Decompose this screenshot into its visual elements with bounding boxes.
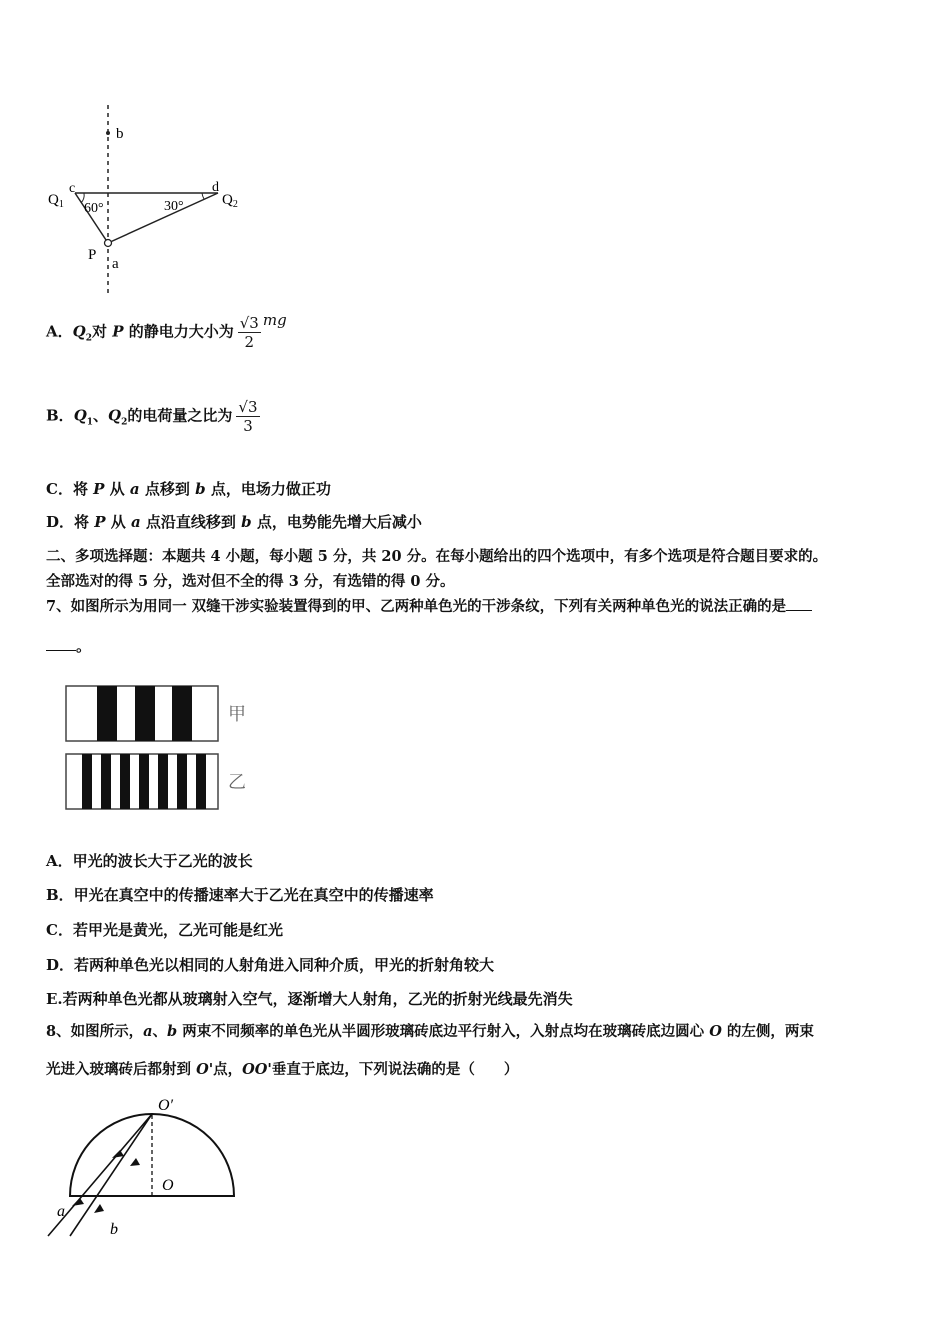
q6-option-a	[46, 310, 287, 351]
label-d: d	[212, 180, 219, 195]
fraction-sqrt3-over-3: $\frac{√3}{3}$	[238, 398, 258, 435]
fringe-yi-1	[82, 754, 92, 809]
label-angle-60: 60°	[84, 201, 104, 216]
fringe-yi-6	[177, 754, 187, 809]
svg-text:Q1	[48, 192, 64, 210]
fringe-yi-2	[101, 754, 111, 809]
ray-b	[70, 1114, 152, 1236]
var-a: a	[129, 480, 140, 498]
label-Q1: Q	[48, 192, 59, 208]
arrow-a-inside	[112, 1150, 124, 1158]
interference-fringes-figure	[60, 680, 260, 815]
semicircle-glass-figure	[40, 1092, 250, 1242]
q7-stem-cont	[46, 636, 91, 656]
label-c: c	[69, 181, 76, 196]
fringe-yi-7	[196, 754, 206, 809]
label-b: b	[116, 126, 124, 142]
angle-arc-30	[202, 193, 204, 199]
var-Q1: Q	[73, 406, 87, 425]
var-b: b	[167, 1023, 178, 1040]
q6-option-b	[46, 398, 260, 435]
answer-blank-cont	[46, 650, 76, 651]
sub-2: 2	[121, 417, 128, 428]
q8-stem-line1	[46, 1022, 814, 1042]
fringe-yi-4	[139, 754, 149, 809]
label-a: a	[112, 256, 119, 272]
label-O-prime: O′	[158, 1097, 174, 1114]
q7-option-c: C．若甲光是黄光，乙光可能是红光	[46, 921, 283, 939]
var-b: b	[195, 480, 206, 498]
var-P: P	[94, 513, 106, 531]
q6-option-d	[46, 512, 422, 532]
arrow-b-inside	[130, 1158, 140, 1166]
option-d-mid1: 从	[105, 513, 131, 531]
point-b	[106, 131, 110, 135]
arrow-b-outside	[94, 1204, 104, 1213]
option-a-text2: 的静电力大小为	[123, 322, 234, 341]
option-c-prefix: C．将	[46, 480, 94, 498]
var-Q: Q	[72, 322, 86, 341]
fringe-yi-5	[158, 754, 168, 809]
option-c-tail: 点，电场力做正功	[205, 480, 331, 498]
option-d-mid2: 点沿直线移到	[140, 513, 242, 531]
fringe-jia-3	[172, 686, 192, 741]
option-c-mid2: 点移到	[139, 480, 196, 498]
var-P: P	[93, 480, 105, 498]
option-b-prefix: B．	[46, 406, 74, 425]
fringe-jia-2	[135, 686, 155, 741]
q6-option-c	[46, 479, 331, 499]
label-jia: 甲	[228, 704, 246, 725]
label-angle-30: 30°	[164, 199, 184, 214]
segment-dP	[108, 193, 218, 243]
q8-l2-2: 点，	[213, 1061, 243, 1078]
var-mg: mg	[262, 310, 287, 329]
option-a-text1: 对	[91, 322, 113, 341]
sub-2: 2	[85, 333, 92, 344]
label-b: b	[110, 1221, 118, 1238]
q8-sep: 、	[152, 1023, 167, 1040]
separator: 、	[93, 406, 109, 425]
fraction-sqrt3-over-2: $\frac{√3}{2}$	[239, 314, 259, 351]
q7-option-e: E.若两种单色光都从玻璃射入空气，逐渐增大人射角，乙光的折射光线最先消失	[46, 990, 573, 1008]
label-Q1-sub: 1	[58, 199, 64, 210]
q8-p1: 8、如图所示，	[46, 1023, 144, 1040]
q7-stem	[46, 597, 812, 617]
var-a: a	[143, 1023, 153, 1040]
section2-line1: 二、多项选择题：本题共 4 小题，每小题 5 分，共 20 分。在每小题给出的四个选项中，有多个选项是符合题目要求的。	[46, 548, 828, 565]
label-a: a	[57, 1203, 65, 1220]
var-a: a	[130, 513, 141, 531]
semicircle-outline	[70, 1114, 234, 1196]
q8-stem-line2	[46, 1060, 518, 1080]
q8-p3: 的左侧，两束	[721, 1023, 814, 1040]
q7-stem-text: 7、如图所示为用同一 双缝干涉实验装置得到的甲、乙两种单色光的干涉条纹，下列有关两种单色光的说法正确的是	[46, 598, 787, 615]
option-d-tail: 点，电势能先增大后减小	[251, 513, 422, 531]
sub-1: 1	[86, 417, 94, 428]
label-Q2-sub: 2	[232, 199, 238, 210]
q7-option-a: A．甲光的波长大于乙光的波长	[46, 852, 253, 870]
var-Q2: Q	[108, 406, 122, 425]
arrow-a-outside	[72, 1198, 84, 1206]
option-c-mid1: 从	[104, 480, 130, 498]
fringe-yi-3	[120, 754, 130, 809]
option-d-prefix: D．将	[46, 513, 95, 531]
q7-option-d: D．若两种单色光以相同的人射角进入同种介质，甲光的折射角较大	[46, 956, 495, 974]
charge-diagram	[40, 100, 270, 300]
fringe-jia-1	[97, 686, 117, 741]
var-P: P	[112, 322, 124, 341]
svg-text:Q2	[222, 192, 238, 210]
answer-blank	[786, 610, 812, 611]
label-Q2: Q	[222, 192, 233, 208]
q8-l2-3: 垂直于底边，下列说法确的是（ ）	[271, 1061, 519, 1078]
q7-end: 。	[76, 637, 92, 655]
option-b-text: 的电荷量之比为	[127, 406, 233, 425]
option-a-prefix: A．	[46, 322, 73, 341]
label-P: P	[88, 247, 97, 263]
var-b: b	[241, 513, 252, 531]
var-O-prime: O'	[196, 1061, 214, 1078]
var-O: O	[709, 1023, 722, 1040]
var-OO-prime: OO'	[242, 1061, 272, 1078]
q7-option-b: B．甲光在真空中的传播速率大于乙光在真空中的传播速率	[46, 886, 434, 904]
section2-line2: 全部选对的得 5 分，选对但不全的得 3 分，有选错的得 0 分。	[46, 573, 455, 590]
q8-l2-1: 光进入玻璃砖后都射到	[46, 1061, 197, 1078]
label-yi: 乙	[228, 772, 246, 793]
label-O: O	[162, 1177, 174, 1194]
charge-P	[105, 240, 112, 247]
q8-p2: 两束不同频率的单色光从半圆形玻璃砖底边平行射入，入射点均在玻璃砖底边圆心	[177, 1023, 710, 1040]
